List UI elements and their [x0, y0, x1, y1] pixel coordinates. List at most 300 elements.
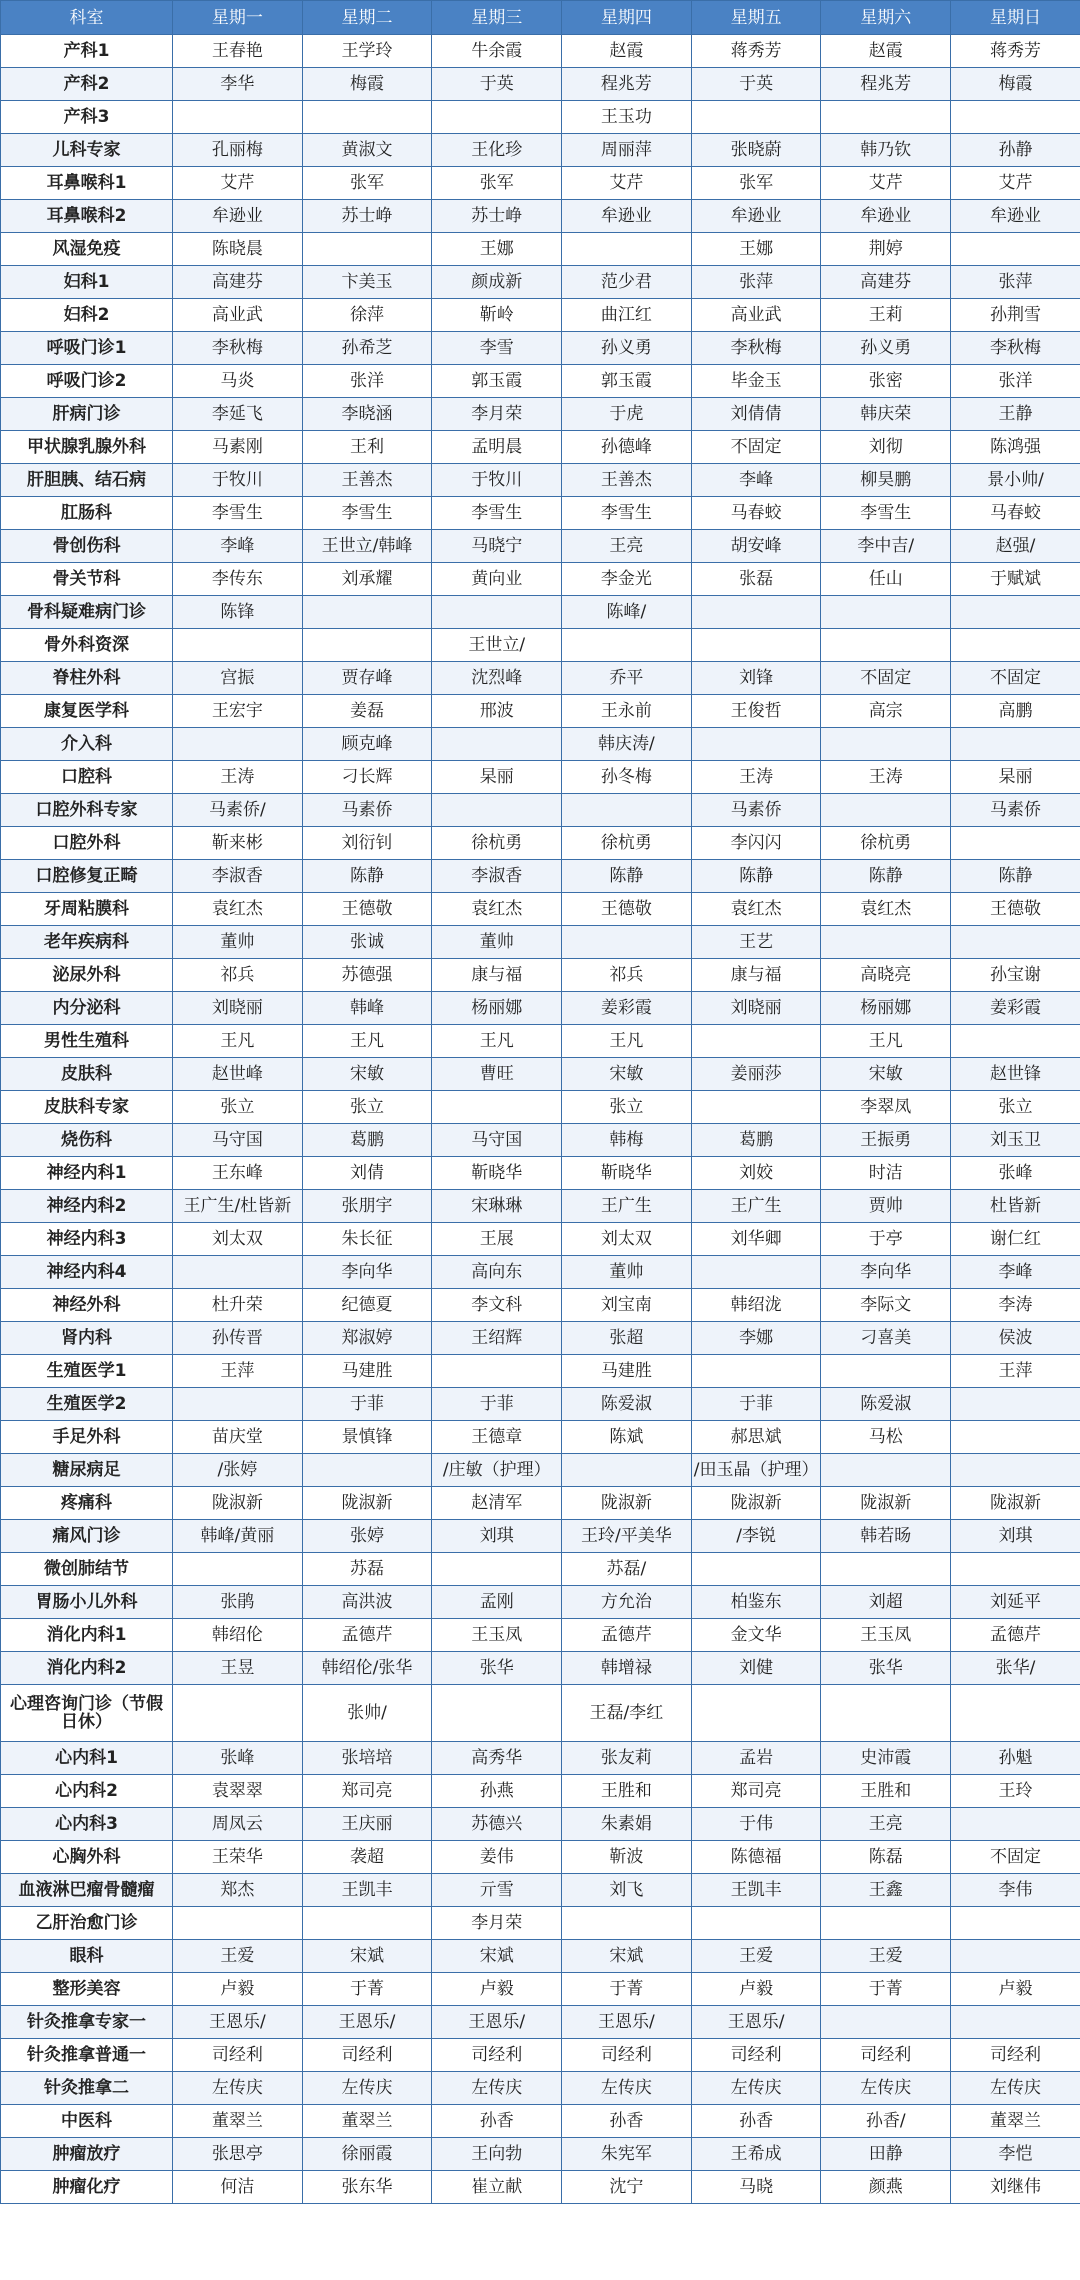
doctor-cell: 王春艳 — [173, 35, 303, 68]
table-row — [1, 1223, 1080, 1256]
doctor-cell: 袭超 — [302, 1841, 432, 1874]
doctor-cell: 陈晓晨 — [173, 233, 303, 266]
doctor-cell: 孟德芹 — [302, 1619, 432, 1652]
table-row — [1, 629, 1080, 662]
table-row — [1, 530, 1080, 563]
doctor-cell: 孙传晋 — [173, 1322, 303, 1355]
doctor-cell: 董翠兰 — [951, 2105, 1080, 2138]
department-cell: 心内科2 — [1, 1775, 173, 1808]
doctor-cell: 赵强/ — [951, 530, 1080, 563]
doctor-cell — [691, 1256, 821, 1289]
doctor-cell: 王昱 — [173, 1652, 303, 1685]
doctor-cell: 沈宁 — [562, 2171, 692, 2204]
doctor-cell: 王爱 — [691, 1940, 821, 1973]
doctor-cell: 时洁 — [821, 1157, 951, 1190]
doctor-cell: 王玲 — [951, 1775, 1080, 1808]
doctor-cell: 陈爱淑 — [821, 1388, 951, 1421]
doctor-cell — [562, 233, 692, 266]
department-cell: 手足外科 — [1, 1421, 173, 1454]
doctor-cell: 袁红杰 — [432, 893, 562, 926]
doctor-cell: 司经利 — [821, 2039, 951, 2072]
doctor-cell: 王亮 — [562, 530, 692, 563]
doctor-cell: 陈静 — [691, 860, 821, 893]
doctor-cell: 刘太双 — [562, 1223, 692, 1256]
department-cell: 烧伤科 — [1, 1124, 173, 1157]
table-row — [1, 134, 1080, 167]
doctor-cell: 陇淑新 — [302, 1487, 432, 1520]
department-cell: 肛肠科 — [1, 497, 173, 530]
doctor-cell: 王展 — [432, 1223, 562, 1256]
doctor-cell: 孙义勇 — [562, 332, 692, 365]
doctor-cell: 康与福 — [432, 959, 562, 992]
department-cell: 心内科3 — [1, 1808, 173, 1841]
doctor-cell: 孙德峰 — [562, 431, 692, 464]
doctor-cell — [302, 596, 432, 629]
doctor-cell: 艾芹 — [821, 167, 951, 200]
table-row — [1, 860, 1080, 893]
doctor-cell: 马建胜 — [302, 1355, 432, 1388]
doctor-cell: 赵清军 — [432, 1487, 562, 1520]
department-cell: 骨科疑难病门诊 — [1, 596, 173, 629]
doctor-cell: 宋斌 — [562, 1940, 692, 1973]
department-cell: 妇科1 — [1, 266, 173, 299]
doctor-cell — [821, 728, 951, 761]
doctor-cell — [951, 1907, 1080, 1940]
doctor-cell: 孟德芹 — [951, 1619, 1080, 1652]
doctor-cell: 马素刚 — [173, 431, 303, 464]
doctor-cell: 高秀华 — [432, 1742, 562, 1775]
doctor-cell: 孟岩 — [691, 1742, 821, 1775]
doctor-cell: 王涛 — [821, 761, 951, 794]
doctor-cell: 司经利 — [562, 2039, 692, 2072]
table-row — [1, 1058, 1080, 1091]
doctor-cell: 周丽萍 — [562, 134, 692, 167]
table-row — [1, 1256, 1080, 1289]
doctor-cell: 不固定 — [951, 1841, 1080, 1874]
doctor-cell: 马春蛟 — [951, 497, 1080, 530]
doctor-cell: 于赋斌 — [951, 563, 1080, 596]
department-cell: 骨创伤科 — [1, 530, 173, 563]
doctor-cell — [951, 233, 1080, 266]
doctor-cell: 陇淑新 — [173, 1487, 303, 1520]
department-cell: 中医科 — [1, 2105, 173, 2138]
doctor-cell: 王爱 — [173, 1940, 303, 1973]
department-cell: 产科2 — [1, 68, 173, 101]
doctor-cell: 胡安峰 — [691, 530, 821, 563]
doctor-cell — [821, 1553, 951, 1586]
table-row — [1, 101, 1080, 134]
doctor-cell: 李月荣 — [432, 1907, 562, 1940]
doctor-cell: 祁兵 — [562, 959, 692, 992]
doctor-cell: 王玉凤 — [432, 1619, 562, 1652]
doctor-cell: 任山 — [821, 563, 951, 596]
doctor-cell: 赵霞 — [562, 35, 692, 68]
doctor-cell — [951, 1454, 1080, 1487]
doctor-cell: 张晓蔚 — [691, 134, 821, 167]
table-row — [1, 68, 1080, 101]
table-row — [1, 1025, 1080, 1058]
table-row — [1, 1586, 1080, 1619]
doctor-cell: 李雪 — [432, 332, 562, 365]
doctor-cell: 王宏宇 — [173, 695, 303, 728]
doctor-cell — [951, 1025, 1080, 1058]
doctor-cell — [432, 1091, 562, 1124]
doctor-cell: 王庆丽 — [302, 1808, 432, 1841]
doctor-cell: 乔平 — [562, 662, 692, 695]
doctor-cell: 王荣华 — [173, 1841, 303, 1874]
doctor-cell: 马素侨 — [302, 794, 432, 827]
doctor-cell: 郑司亮 — [691, 1775, 821, 1808]
doctor-cell — [562, 1454, 692, 1487]
department-cell: 内分泌科 — [1, 992, 173, 1025]
doctor-cell: 张立 — [951, 1091, 1080, 1124]
doctor-cell: 王涛 — [691, 761, 821, 794]
doctor-cell: 李峰 — [173, 530, 303, 563]
doctor-cell — [691, 629, 821, 662]
doctor-cell: 宋敏 — [302, 1058, 432, 1091]
doctor-cell: 王凯丰 — [691, 1874, 821, 1907]
doctor-cell: 陈斌 — [562, 1421, 692, 1454]
doctor-cell: 董翠兰 — [302, 2105, 432, 2138]
doctor-cell: 左传庆 — [432, 2072, 562, 2105]
doctor-cell: 陇淑新 — [691, 1487, 821, 1520]
doctor-cell: 高宗 — [821, 695, 951, 728]
doctor-cell — [951, 101, 1080, 134]
doctor-cell: 王广生 — [562, 1190, 692, 1223]
doctor-cell: 宋敏 — [821, 1058, 951, 1091]
table-row — [1, 1808, 1080, 1841]
doctor-cell: 卢毅 — [691, 1973, 821, 2006]
doctor-cell: 祁兵 — [173, 959, 303, 992]
doctor-cell: 方允治 — [562, 1586, 692, 1619]
doctor-cell: 陈磊 — [821, 1841, 951, 1874]
doctor-cell: 艾芹 — [173, 167, 303, 200]
doctor-cell: 李雪生 — [432, 497, 562, 530]
doctor-cell: 马素侨 — [951, 794, 1080, 827]
doctor-cell: 韩峰/黄丽 — [173, 1520, 303, 1553]
doctor-cell: 张思亭 — [173, 2138, 303, 2171]
doctor-cell — [173, 1388, 303, 1421]
table-row — [1, 2171, 1080, 2204]
doctor-cell: 贾帅 — [821, 1190, 951, 1223]
department-cell: 骨关节科 — [1, 563, 173, 596]
doctor-cell: 李华 — [173, 68, 303, 101]
doctor-cell: 孙香 — [562, 2105, 692, 2138]
table-row — [1, 2039, 1080, 2072]
doctor-cell: 宋斌 — [302, 1940, 432, 1973]
doctor-cell: 亓雪 — [432, 1874, 562, 1907]
table-row — [1, 200, 1080, 233]
department-cell: 消化内科1 — [1, 1619, 173, 1652]
doctor-cell: 徐杭勇 — [562, 827, 692, 860]
doctor-cell — [173, 1256, 303, 1289]
doctor-cell: 梅霞 — [951, 68, 1080, 101]
doctor-cell: 陈静 — [302, 860, 432, 893]
doctor-cell: 马炎 — [173, 365, 303, 398]
doctor-cell: 郑司亮 — [302, 1775, 432, 1808]
doctor-cell: 于英 — [432, 68, 562, 101]
doctor-cell: 于亭 — [821, 1223, 951, 1256]
doctor-cell: 韩庆涛/ — [562, 728, 692, 761]
doctor-cell: 赵霞 — [821, 35, 951, 68]
department-cell: 针灸推拿专家一 — [1, 2006, 173, 2039]
doctor-cell: 王涛 — [173, 761, 303, 794]
doctor-cell: 赵世峰 — [173, 1058, 303, 1091]
doctor-cell: 刘承耀 — [302, 563, 432, 596]
doctor-cell: 高洪波 — [302, 1586, 432, 1619]
doctor-cell: 程兆芳 — [821, 68, 951, 101]
doctor-cell: 顾克峰 — [302, 728, 432, 761]
doctor-cell: 牟逊业 — [173, 200, 303, 233]
doctor-cell — [951, 926, 1080, 959]
table-row — [1, 893, 1080, 926]
department-cell: 血液淋巴瘤骨髓瘤 — [1, 1874, 173, 1907]
doctor-cell: 王静 — [951, 398, 1080, 431]
doctor-cell: 何洁 — [173, 2171, 303, 2204]
table-row — [1, 431, 1080, 464]
doctor-cell: 田静 — [821, 2138, 951, 2171]
doctor-cell: 孟德芹 — [562, 1619, 692, 1652]
table-row — [1, 299, 1080, 332]
doctor-cell: 王恩乐/ — [691, 2006, 821, 2039]
doctor-cell — [691, 1553, 821, 1586]
doctor-cell: 王娜 — [691, 233, 821, 266]
doctor-cell: 景慎锋 — [302, 1421, 432, 1454]
table-row — [1, 2006, 1080, 2039]
doctor-cell: 刘琪 — [951, 1520, 1080, 1553]
doctor-cell — [691, 1685, 821, 1742]
doctor-cell: 马春蛟 — [691, 497, 821, 530]
doctor-cell: 韩乃钦 — [821, 134, 951, 167]
doctor-cell: 孙宝谢 — [951, 959, 1080, 992]
table-row — [1, 1157, 1080, 1190]
doctor-cell — [951, 728, 1080, 761]
doctor-cell: 郝思斌 — [691, 1421, 821, 1454]
doctor-cell: 柳昊鹏 — [821, 464, 951, 497]
doctor-cell: 郭玉霞 — [562, 365, 692, 398]
doctor-cell — [432, 1355, 562, 1388]
doctor-cell: 蒋秀芳 — [951, 35, 1080, 68]
doctor-cell: 于菲 — [691, 1388, 821, 1421]
header-day: 星期四 — [562, 1, 692, 35]
doctor-cell: 孙魁 — [951, 1742, 1080, 1775]
doctor-cell: 马建胜 — [562, 1355, 692, 1388]
doctor-cell: 宋琳琳 — [432, 1190, 562, 1223]
table-row — [1, 1553, 1080, 1586]
table-row — [1, 959, 1080, 992]
doctor-cell: 苏德强 — [302, 959, 432, 992]
doctor-cell: 卢毅 — [432, 1973, 562, 2006]
doctor-cell: 王娜 — [432, 233, 562, 266]
table-row — [1, 398, 1080, 431]
doctor-cell: 卞美玉 — [302, 266, 432, 299]
doctor-cell: 邢波 — [432, 695, 562, 728]
department-cell: 口腔外科 — [1, 827, 173, 860]
department-cell: 微创肺结节 — [1, 1553, 173, 1586]
doctor-cell: 李延飞 — [173, 398, 303, 431]
table-row — [1, 1619, 1080, 1652]
doctor-cell: 高晓亮 — [821, 959, 951, 992]
department-cell: 康复医学科 — [1, 695, 173, 728]
doctor-cell: 李翠凤 — [821, 1091, 951, 1124]
doctor-cell: 王广生 — [691, 1190, 821, 1223]
doctor-cell: 苏磊 — [302, 1553, 432, 1586]
doctor-cell: 朱素娟 — [562, 1808, 692, 1841]
doctor-cell: 张立 — [302, 1091, 432, 1124]
doctor-cell: 孙冬梅 — [562, 761, 692, 794]
doctor-cell: 张峰 — [173, 1742, 303, 1775]
doctor-cell — [302, 1907, 432, 1940]
doctor-cell: 刁喜美 — [821, 1322, 951, 1355]
table-row — [1, 662, 1080, 695]
doctor-cell: 于牧川 — [432, 464, 562, 497]
doctor-cell — [691, 1355, 821, 1388]
doctor-cell: 李娜 — [691, 1322, 821, 1355]
doctor-cell: 崔立献 — [432, 2171, 562, 2204]
doctor-cell — [821, 629, 951, 662]
doctor-cell: 张磊 — [691, 563, 821, 596]
doctor-cell: 史沛霞 — [821, 1742, 951, 1775]
doctor-cell: 李秋梅 — [173, 332, 303, 365]
doctor-cell: 陇淑新 — [821, 1487, 951, 1520]
doctor-cell: 左传庆 — [562, 2072, 692, 2105]
doctor-cell: 靳岭 — [432, 299, 562, 332]
doctor-cell: /田玉晶（护理） — [691, 1454, 821, 1487]
doctor-cell: 李中吉/ — [821, 530, 951, 563]
doctor-cell: 张东华 — [302, 2171, 432, 2204]
doctor-cell: 谢仁红 — [951, 1223, 1080, 1256]
doctor-cell: 姜磊 — [302, 695, 432, 728]
table-row — [1, 332, 1080, 365]
doctor-cell: 苏磊/ — [562, 1553, 692, 1586]
doctor-cell — [302, 1454, 432, 1487]
doctor-cell: 刘延平 — [951, 1586, 1080, 1619]
doctor-cell: 黄向业 — [432, 563, 562, 596]
doctor-cell: 于伟 — [691, 1808, 821, 1841]
department-cell: 口腔科 — [1, 761, 173, 794]
doctor-cell: 张密 — [821, 365, 951, 398]
doctor-cell: 张萍 — [691, 266, 821, 299]
doctor-cell: 宫振 — [173, 662, 303, 695]
doctor-cell: 靳晓华 — [562, 1157, 692, 1190]
doctor-cell — [562, 794, 692, 827]
doctor-cell — [821, 1355, 951, 1388]
department-cell: 心内科1 — [1, 1742, 173, 1775]
table-row — [1, 464, 1080, 497]
doctor-cell: 孙香 — [432, 2105, 562, 2138]
doctor-cell: 袁红杰 — [821, 893, 951, 926]
doctor-cell: 董帅 — [173, 926, 303, 959]
doctor-cell: 刘太双 — [173, 1223, 303, 1256]
table-row — [1, 1652, 1080, 1685]
header-day: 星期五 — [691, 1, 821, 35]
table-row — [1, 1841, 1080, 1874]
doctor-cell — [173, 1907, 303, 1940]
doctor-cell: 程兆芳 — [562, 68, 692, 101]
doctor-cell — [951, 2006, 1080, 2039]
doctor-cell: 牟逊业 — [951, 200, 1080, 233]
doctor-cell — [432, 101, 562, 134]
table-row — [1, 794, 1080, 827]
doctor-cell: 孟刚 — [432, 1586, 562, 1619]
table-row — [1, 266, 1080, 299]
doctor-cell: 艾芹 — [951, 167, 1080, 200]
doctor-cell: 李向华 — [302, 1256, 432, 1289]
doctor-cell — [432, 794, 562, 827]
doctor-cell: 刘倩 — [302, 1157, 432, 1190]
doctor-cell: 陈德福 — [691, 1841, 821, 1874]
doctor-cell: 左传庆 — [951, 2072, 1080, 2105]
doctor-cell: 张峰 — [951, 1157, 1080, 1190]
doctor-cell: 曹旺 — [432, 1058, 562, 1091]
doctor-cell: 左传庆 — [302, 2072, 432, 2105]
table-row — [1, 761, 1080, 794]
doctor-cell: 张诚 — [302, 926, 432, 959]
table-row — [1, 1907, 1080, 1940]
doctor-cell: 张军 — [691, 167, 821, 200]
doctor-cell: 徐萍 — [302, 299, 432, 332]
doctor-cell: /庄敏（护理） — [432, 1454, 562, 1487]
doctor-cell: 牟逊业 — [691, 200, 821, 233]
department-cell: 呼吸门诊2 — [1, 365, 173, 398]
doctor-cell: 葛鹏 — [691, 1124, 821, 1157]
table-row — [1, 35, 1080, 68]
doctor-cell: 王凡 — [821, 1025, 951, 1058]
doctor-cell — [562, 1907, 692, 1940]
department-cell: 糖尿病足 — [1, 1454, 173, 1487]
table-header — [1, 1, 1080, 35]
doctor-cell: 于菁 — [302, 1973, 432, 2006]
doctor-cell: 高业武 — [173, 299, 303, 332]
doctor-cell: 韩绍泷 — [691, 1289, 821, 1322]
table-row — [1, 1322, 1080, 1355]
doctor-cell: 贾存峰 — [302, 662, 432, 695]
doctor-cell: 赵世锋 — [951, 1058, 1080, 1091]
doctor-cell: 郑淑婷 — [302, 1322, 432, 1355]
table-row — [1, 728, 1080, 761]
table-body — [1, 35, 1080, 2204]
doctor-cell: 左传庆 — [821, 2072, 951, 2105]
doctor-cell: 刘锋 — [691, 662, 821, 695]
doctor-cell: 李秋梅 — [951, 332, 1080, 365]
doctor-cell: 马晓宁 — [432, 530, 562, 563]
doctor-cell: 张培培 — [302, 1742, 432, 1775]
department-cell: 心胸外科 — [1, 1841, 173, 1874]
doctor-cell: 孔丽梅 — [173, 134, 303, 167]
doctor-cell: 靳来彬 — [173, 827, 303, 860]
doctor-cell: 李际文 — [821, 1289, 951, 1322]
doctor-cell: 靳波 — [562, 1841, 692, 1874]
table-row — [1, 167, 1080, 200]
doctor-cell: 孙静 — [951, 134, 1080, 167]
department-cell: 呼吸门诊1 — [1, 332, 173, 365]
doctor-cell: 袁翠翠 — [173, 1775, 303, 1808]
doctor-cell: 靳晓华 — [432, 1157, 562, 1190]
doctor-cell: 孙香 — [691, 2105, 821, 2138]
doctor-cell — [302, 233, 432, 266]
doctor-cell: 不固定 — [951, 662, 1080, 695]
doctor-cell: 王玉凤 — [821, 1619, 951, 1652]
doctor-cell: 李峰 — [951, 1256, 1080, 1289]
doctor-cell: 王恩乐/ — [432, 2006, 562, 2039]
doctor-cell: 王亮 — [821, 1808, 951, 1841]
department-cell: 风湿免疫 — [1, 233, 173, 266]
department-cell: 眼科 — [1, 1940, 173, 1973]
doctor-cell: 李闪闪 — [691, 827, 821, 860]
doctor-cell: 徐杭勇 — [821, 827, 951, 860]
doctor-cell: 王振勇 — [821, 1124, 951, 1157]
doctor-cell: 杲丽 — [951, 761, 1080, 794]
